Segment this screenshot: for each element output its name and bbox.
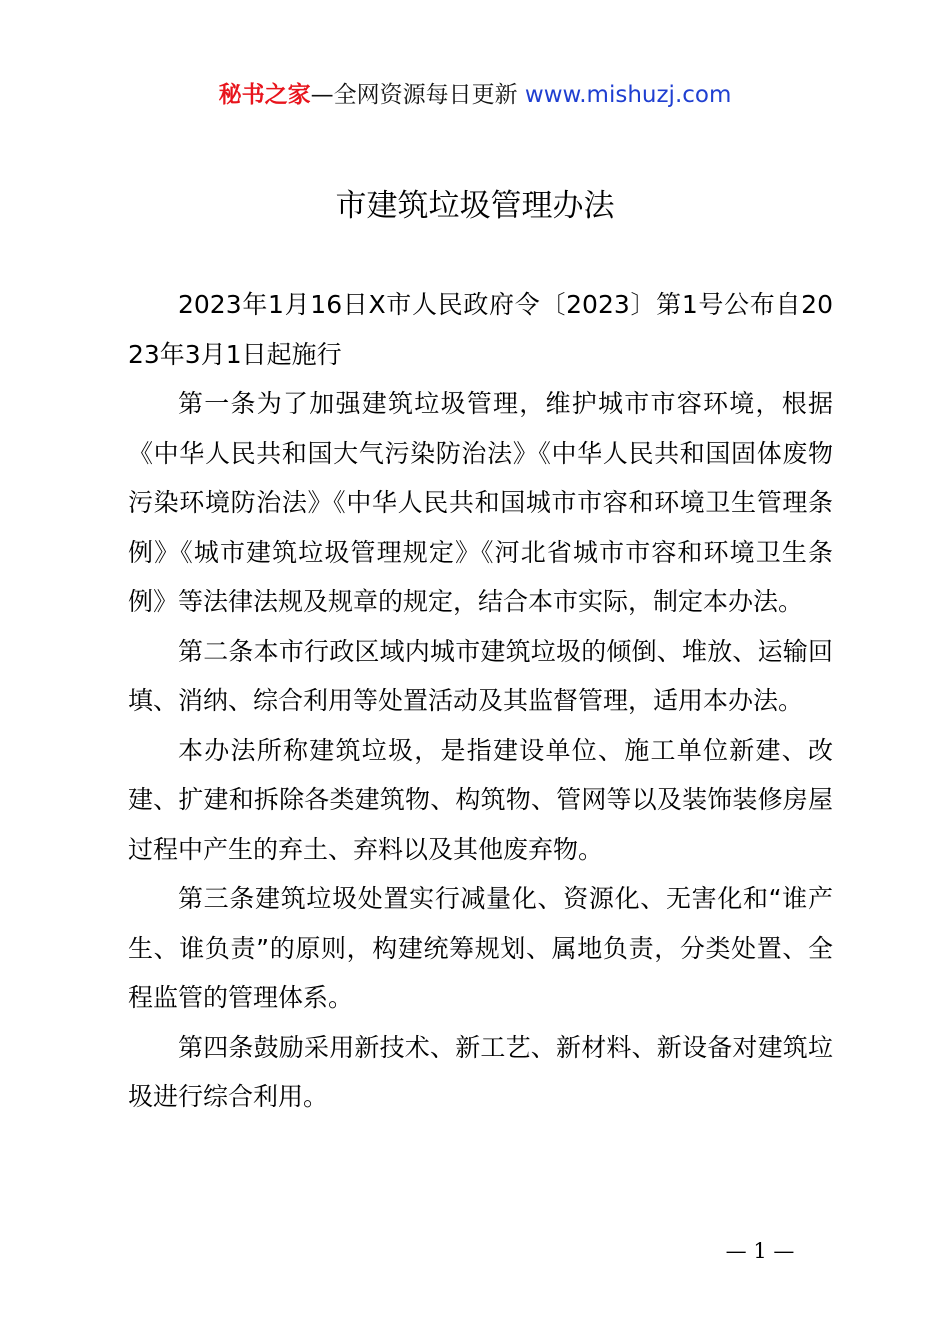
document-body <box>128 280 833 1122</box>
definition-paragraph: 本办法所称建筑垃圾，是指建设单位、施工单位新建、改建、扩建和拆除各类建筑物、构筑物、管网等以及装饰装修房屋过程中产生的弃土、弃料以及其他废弃物。 <box>128 735 833 864</box>
site-banner <box>0 78 950 112</box>
article-4-paragraph: 第四条鼓励采用新技术、新工艺、新材料、新设备对建筑垃圾进行综合利用。 <box>128 1032 833 1111</box>
banner-slogan: —全网资源每日更新 <box>310 82 518 108</box>
article-3-paragraph: 第三条建筑垃圾处置实行减量化、资源化、无害化和“谁产生、谁负责”的原则，构建统筹规划、属地负责，分类处置、全程监管的管理体系。 <box>128 884 833 1012</box>
site-url-link[interactable]: www.mishuzj.com <box>524 82 732 108</box>
page-number: — 1 — <box>725 1239 795 1263</box>
article-1-paragraph: 第一条为了加强建筑垃圾管理，维护城市市容环境，根据《中华人民共和国大气污染防治法》《中华人民共和国固体废物污染环境防治法》《中华人民共和国城市市容和环境卫生管理条例》《城市建筑垃圾管理规定》《河北省城市市容和环境卫生条例》等法律法规及规章的规定，结合本市实际，制定本办法。 <box>128 389 833 616</box>
publication-note: 2023年1月16日X市人民政府令〔2023〕第1号公布自2023年3月1日起施行 <box>128 290 833 369</box>
article-2-paragraph: 第二条本市行政区域内城市建筑垃圾的倾倒、堆放、运输回填、消纳、综合利用等处置活动及其监督管理，适用本办法。 <box>128 636 833 715</box>
brand-name: 秘书之家 <box>218 82 311 108</box>
document-title: 市建筑垃圾管理办法 <box>335 188 615 224</box>
